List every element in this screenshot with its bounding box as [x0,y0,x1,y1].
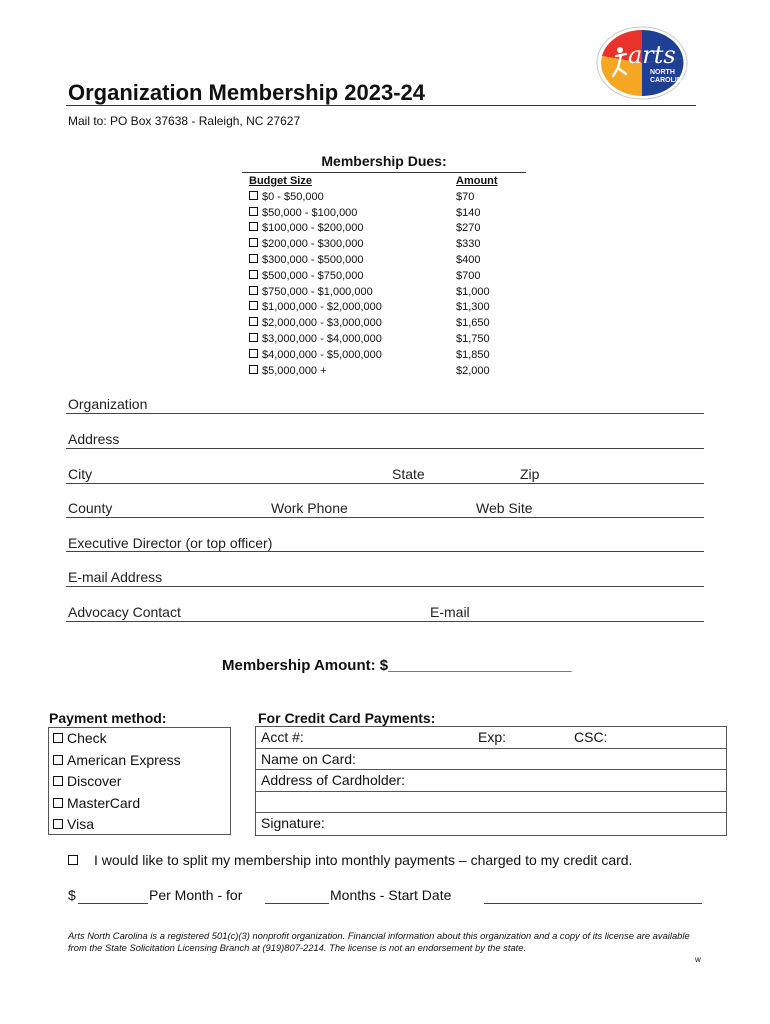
dues-row[interactable]: $100,000 - $200,000 [249,221,382,237]
payment-option-check[interactable]: Check [49,728,230,750]
email-address-field[interactable] [66,586,704,587]
months-start-date-label: Months - Start Date [330,887,452,903]
dues-row[interactable]: $0 - $50,000 [249,190,382,206]
page-mark: w [695,955,701,964]
checkbox-icon[interactable] [53,755,63,765]
cardholder-address-row-2[interactable] [256,792,726,814]
zip-label: Zip [520,466,540,482]
per-month-label: Per Month - for [149,887,243,903]
dollar-sign: $ [68,887,76,903]
split-payment-text: I would like to split my membership into monthly payments – charged to my credit card. [94,852,633,868]
city-label: City [68,466,93,482]
exec-director-field[interactable] [66,551,704,552]
dues-amount: $400 [456,253,481,266]
title-divider [66,105,696,106]
logo-sub-1: NORTH [650,69,675,76]
budget-size-column [249,174,382,379]
city-state-zip-field[interactable] [66,483,704,484]
checkbox-icon[interactable] [249,333,258,342]
dues-row[interactable]: $750,000 - $1,000,000 [249,285,382,301]
split-payment-option[interactable] [68,852,632,868]
dues-amount: $1,300 [456,301,490,314]
csc-label: CSC: [574,729,608,745]
checkbox-icon[interactable] [249,222,258,231]
dues-row[interactable]: $50,000 - $100,000 [249,206,382,222]
dues-amount: $330 [456,238,481,251]
dues-row[interactable]: $200,000 - $300,000 [249,237,382,253]
dues-amount: $140 [456,206,481,219]
county-label: County [68,500,113,516]
cardholder-address-label: Address of Cardholder: [261,772,405,789]
advocacy-contact-field[interactable] [66,621,704,622]
dues-divider [242,172,526,173]
payment-method-title: Payment method: [49,710,167,726]
acct-label: Acct #: [261,729,304,745]
advocacy-contact-label: Advocacy Contact [68,604,181,620]
signature-row[interactable] [256,813,726,835]
dues-row[interactable]: $2,000,000 - $3,000,000 [249,316,382,332]
dues-amount: $270 [456,222,481,235]
credit-card-table [255,726,727,836]
payment-option-mastercard[interactable]: MasterCard [49,793,230,815]
membership-amount[interactable]: Membership Amount: $______________________ [222,657,572,674]
dues-amount: $70 [456,190,475,203]
checkbox-icon[interactable] [249,238,258,247]
mailing-address: Mail to: PO Box 37638 - Raleigh, NC 27627 [68,114,301,128]
state-label: State [392,466,425,482]
checkbox-icon[interactable] [249,270,258,279]
checkbox-icon[interactable] [249,254,258,263]
credit-card-title: For Credit Card Payments: [258,710,436,726]
address-field[interactable] [66,448,704,449]
logo-text: arts [628,41,676,69]
checkbox-icon[interactable] [249,301,258,310]
legal-footnote: Arts North Carolina is a registered 501(c)(3) nonprofit organization. Financial information about this organization and a copy of its license are available from the State Solicitation Licensing Branch at (919)807-2214. The license is not an endorsement by the state. [68,930,690,953]
exp-label: Exp: [478,729,507,745]
dues-amount: $1,650 [456,317,490,330]
checkbox-icon[interactable] [53,798,63,808]
per-month-amount-field[interactable] [78,903,148,904]
dues-row[interactable]: $5,000,000 + [249,364,382,380]
amount-column [456,174,498,379]
payment-method-box [48,727,231,835]
checkbox-icon[interactable] [249,286,258,295]
payment-option-visa[interactable]: Visa [49,814,230,836]
name-on-card-label: Name on Card: [261,750,356,767]
months-count-field[interactable] [265,903,329,904]
payment-option-discover[interactable]: Discover [49,771,230,793]
checkbox-icon[interactable] [53,733,63,743]
cardholder-address-row[interactable] [256,770,726,792]
dues-row[interactable]: $500,000 - $750,000 [249,269,382,285]
checkbox-icon[interactable] [249,207,258,216]
arts-nc-logo [596,26,688,100]
dues-amount: $2,000 [456,364,490,377]
name-on-card-row[interactable] [256,749,726,771]
checkbox-icon[interactable] [53,776,63,786]
organization-field[interactable] [66,413,704,414]
dues-amount: $700 [456,269,481,282]
checkbox-icon[interactable] [53,819,63,829]
dues-amount: $1,000 [456,285,490,298]
checkbox-icon[interactable] [249,365,258,374]
web-site-label: Web Site [476,500,533,516]
payment-option-amex[interactable]: American Express [49,750,230,772]
organization-label: Organization [68,396,148,412]
address-label: Address [68,431,120,447]
logo-sub-2: CAROLINA [650,77,687,84]
dues-row[interactable]: $300,000 - $500,000 [249,253,382,269]
amount-header: Amount [456,175,498,187]
work-phone-label: Work Phone [271,500,348,516]
dues-amount: $1,750 [456,332,490,345]
dues-amount: $1,850 [456,348,490,361]
dues-row[interactable]: $4,000,000 - $5,000,000 [249,348,382,364]
exec-director-label: Executive Director (or top officer) [68,535,273,551]
dues-row[interactable]: $1,000,000 - $2,000,000 [249,300,382,316]
checkbox-icon[interactable] [249,317,258,326]
acct-row[interactable] [256,727,726,749]
dues-heading: Membership Dues: [321,153,447,169]
checkbox-icon[interactable] [68,855,78,865]
advocacy-email-label: E-mail [430,604,470,620]
checkbox-icon[interactable] [249,349,258,358]
checkbox-icon[interactable] [249,191,258,200]
signature-label: Signature: [261,815,325,832]
budget-size-header: Budget Size [249,175,312,187]
email-address-label: E-mail Address [68,569,163,585]
dues-row[interactable]: $3,000,000 - $4,000,000 [249,332,382,348]
start-date-field[interactable] [484,903,702,904]
county-phone-web-field[interactable] [66,517,704,518]
page-title: Organization Membership 2023-24 [68,80,425,105]
